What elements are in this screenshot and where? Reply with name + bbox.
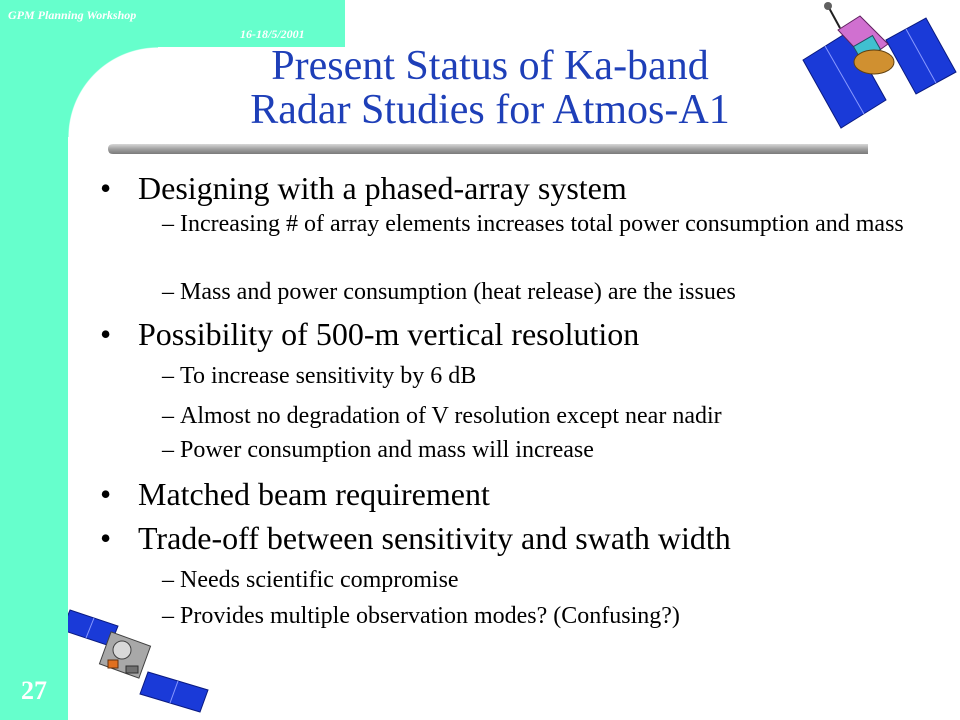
bullet-text: Designing with a phased-array system xyxy=(138,170,627,206)
dash-marker: – xyxy=(162,603,174,629)
title-underline xyxy=(108,144,868,154)
workshop-date: 16-18/5/2001 xyxy=(240,27,305,41)
sub-bullet-item xyxy=(162,362,942,390)
sub-bullet-text: Needs scientific compromise xyxy=(180,567,459,593)
sub-bullet-text: Provides multiple observation modes? (Confusing?) xyxy=(180,603,680,629)
bullet-marker: • xyxy=(100,520,112,556)
page-number: 27 xyxy=(21,676,47,705)
left-sidebar-band xyxy=(0,0,68,720)
bullet-text: Matched beam requirement xyxy=(138,476,490,512)
sub-bullet-item xyxy=(162,566,942,594)
title-line-1: Present Status of Ka-band xyxy=(271,43,709,89)
sub-bullet-text: Increasing # of array elements increases total power consumption and mass xyxy=(180,211,904,237)
sub-bullet-item xyxy=(162,436,942,464)
sub-bullet-item xyxy=(162,210,942,238)
sub-bullet-text: Power consumption and mass will increase xyxy=(180,437,594,463)
dash-marker: – xyxy=(162,363,174,389)
bullet-marker: • xyxy=(100,170,112,206)
sub-bullet-item xyxy=(162,278,942,306)
title-line-2: Radar Studies for Atmos-A1 xyxy=(250,87,730,133)
sub-bullet-text: Mass and power consumption (heat release) are the issues xyxy=(180,279,736,305)
slide-title xyxy=(120,44,860,132)
sub-bullet-item xyxy=(162,402,942,430)
dash-marker: – xyxy=(162,279,174,305)
bullet-marker: • xyxy=(100,476,112,512)
bullet-text: Possibility of 500-m vertical resolution xyxy=(138,316,640,352)
sub-bullet-text: Almost no degradation of V resolution except near nadir xyxy=(180,403,722,429)
workshop-name: GPM Planning Workshop xyxy=(8,8,137,22)
dash-marker: – xyxy=(162,437,174,463)
satellite-illustration-top xyxy=(798,0,960,140)
dash-marker: – xyxy=(162,567,174,593)
solar-panel-lower xyxy=(140,672,208,712)
dash-marker: – xyxy=(162,211,174,237)
dash-marker: – xyxy=(162,403,174,429)
sub-bullet-item xyxy=(162,602,942,630)
bullet-marker: • xyxy=(100,316,112,352)
bullet-text: Trade-off between sensitivity and swath width xyxy=(138,520,731,556)
satellite-illustration-bottom xyxy=(68,580,218,720)
solar-panel-right xyxy=(886,18,956,94)
sub-bullet-text: To increase sensitivity by 6 dB xyxy=(180,363,477,389)
